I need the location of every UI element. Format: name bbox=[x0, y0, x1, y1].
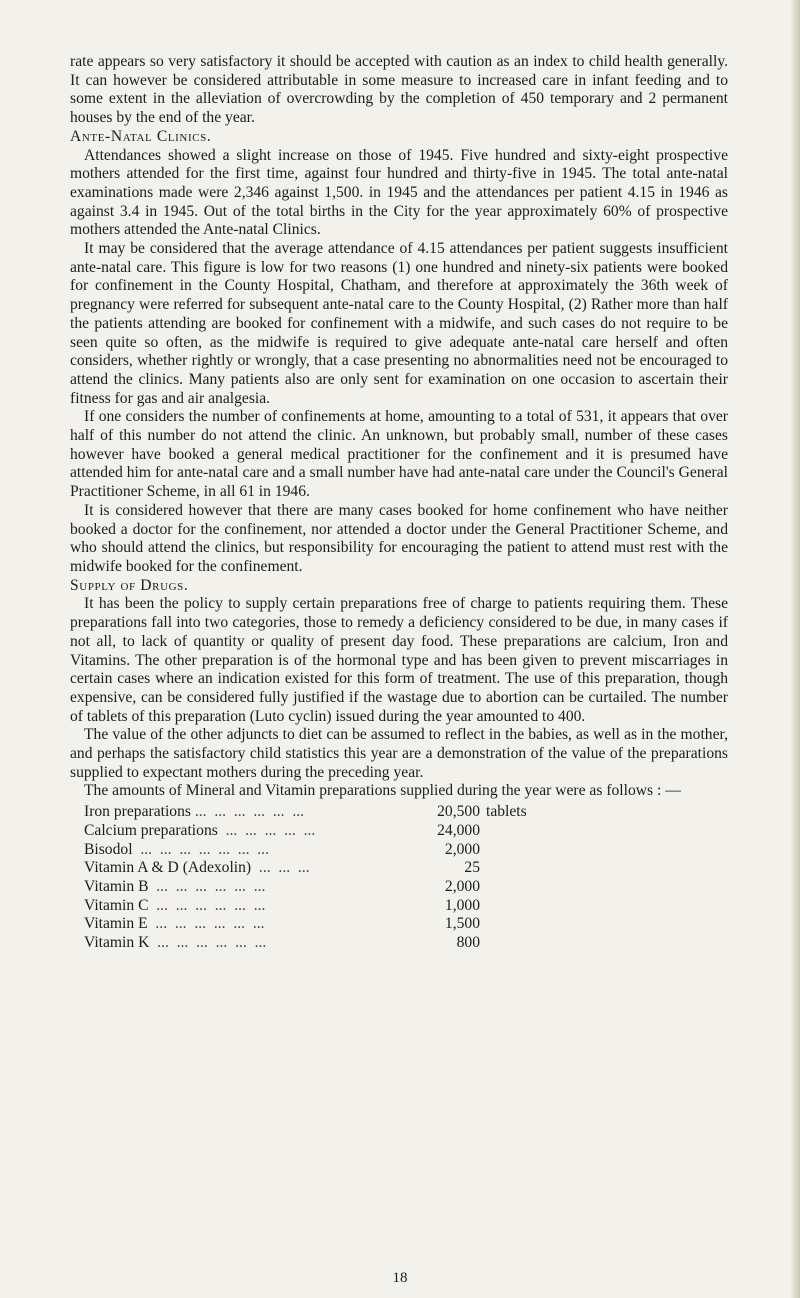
supply-name: Vitamin K bbox=[84, 934, 150, 952]
supply-qty: 1,000 bbox=[444, 896, 480, 914]
supplies-table bbox=[84, 803, 527, 953]
supply-qty: 800 bbox=[456, 934, 480, 952]
supply-unit bbox=[480, 841, 527, 860]
supply-qty: 2,000 bbox=[444, 840, 480, 858]
paragraph-amounts: The amounts of Mineral and Vitamin preparations supplied during the year were as follows : — bbox=[84, 782, 681, 800]
leader-dots: ... ... ... ... ... ... ... bbox=[132, 840, 269, 858]
table-row bbox=[84, 803, 527, 822]
supply-unit bbox=[480, 897, 527, 916]
supply-qty: 25 bbox=[464, 859, 480, 877]
paragraph-average-attendance: It may be considered that the average attendance of 4.15 attendances per patient suggests insufficient ante-natal care. This figure is low for two reasons (1) one hundred and ninety-six patients were booked for confinement in the County Hospital, Chatham, and therefore at approximately the 36th week of pregnancy were referred for subsequent ante-natal care to the County Hospital, (2) Rather more than half the patients attending are booked for confinement with a midwife, and such cases do not require to be seen quite so often, as the midwife is required to give adequate ante-natal care herself and often considers, whether rightly or wrongly, that a case presenting no abnormalities need not be encouraged to attend the clinics. Many patients also are only sent for examination on one occasion to ascertain their fitness for gas and air analgesia. bbox=[70, 240, 728, 407]
supply-unit bbox=[480, 859, 527, 878]
supply-name: Vitamin A & D (Adexolin) bbox=[84, 859, 252, 877]
supply-unit bbox=[480, 822, 527, 841]
paragraph-intro: rate appears so very satisfactory it should be accepted with caution as an index to child health generally. It can however be considered attributable in some measure to increased care in infant feeding and to some extent in the alleviation of overcrowding by the completion of 450 temporary and 2 permanent houses by the end of the year. bbox=[70, 53, 728, 127]
paragraph-adjuncts: The value of the other adjuncts to diet can be assumed to reflect in the babies, as well as in the mother, and perhaps the satisfactory child statistics this year are a demonstration of the value of the preparations supplied to expectant mothers during the preceding year. bbox=[70, 726, 728, 781]
table-row bbox=[84, 859, 527, 878]
leader-dots: ... ... ... ... ... ... bbox=[148, 896, 266, 914]
table-row bbox=[84, 897, 527, 916]
table-row bbox=[84, 841, 527, 860]
supply-unit bbox=[480, 934, 527, 953]
supply-name: Calcium preparations bbox=[84, 821, 218, 839]
supply-qty: 20,500 bbox=[437, 803, 480, 821]
paragraph-policy: It has been the policy to supply certain preparations free of charge to patients requiring them. These preparations fall into two categories, those to remedy a deficiency considered to be due, in many cases if not all, to lack of quantity or quality of present day food. These preparations are calcium, Iron and Vitamins. The other preparation is of the hormonal type and has been given to prevent miscarriages in certain cases where an indication existed for this form of treatment. The use of this preparation, though expensive, can be considered fully justified if the wastage due to abortion can be curtailed. The number of tablets of this preparation (Luto cyclin) issued during the year amounted to 400. bbox=[70, 595, 728, 725]
leader-dots: ... ... ... ... ... bbox=[217, 821, 316, 839]
table-row bbox=[84, 915, 527, 934]
supply-unit: tablets bbox=[486, 803, 527, 821]
heading-supply-of-drugs: Supply of Drugs. bbox=[70, 576, 189, 594]
paragraph-responsibility: It is considered however that there are many cases booked for home confinement who have neither booked a doctor for the confinement, nor attended a doctor under the General Practitioner Scheme, and who should attend the clinics, but responsibility for encouraging the patient to attend must rest with the midwife booked for the confinement. bbox=[70, 501, 728, 575]
leader-dots: ... ... ... ... ... ... bbox=[147, 915, 265, 933]
heading-ante-natal-clinics: Ante-Natal Clinics. bbox=[70, 127, 212, 145]
supply-name: Vitamin C bbox=[84, 896, 149, 914]
document-page bbox=[70, 53, 728, 953]
supply-name: Vitamin B bbox=[84, 877, 149, 895]
page-number: 18 bbox=[392, 1270, 408, 1286]
supply-unit bbox=[480, 878, 527, 897]
paragraph-home-confinements: If one considers the number of confinements at home, amounting to a total of 531, it appears that over half of this number do not attend the clinic. An unknown, but probably small, number of these cases however have booked a general medical practitioner for the confinement and it is presumed have attended him for ante-natal care and a small number have had ante-natal care under the Council's General Practitioner Scheme, in all 61 in 1946. bbox=[70, 408, 728, 501]
table-row bbox=[84, 934, 527, 953]
leader-dots: ... ... ... ... ... ... bbox=[190, 803, 305, 821]
leader-dots: ... ... ... bbox=[251, 859, 310, 877]
paragraph-attendances: Attendances showed a slight increase on those of 1945. Five hundred and sixty-eight prospective mothers attended for the first time, against four hundred and thirty-five in 1945. The total ante-natal examinations made were 2,346 against 1,500. in 1945 and the attendances per patient 4.15 in 1946 as against 3.4 in 1945. Out of the total births in the City for the year approximately 60% of prospective mothers attended the Ante-natal Clinics. bbox=[70, 146, 728, 239]
leader-dots: ... ... ... ... ... ... bbox=[149, 934, 267, 952]
table-row bbox=[84, 822, 527, 841]
supply-name: Bisodol bbox=[84, 840, 133, 858]
page-edge-shadow bbox=[790, 0, 800, 1298]
supply-unit bbox=[480, 915, 527, 934]
supply-qty: 24,000 bbox=[437, 821, 480, 839]
table-row bbox=[84, 878, 527, 897]
leader-dots: ... ... ... ... ... ... bbox=[148, 877, 266, 895]
supply-name: Vitamin E bbox=[84, 915, 148, 933]
supply-qty: 2,000 bbox=[444, 877, 480, 895]
supply-qty: 1,500 bbox=[444, 915, 480, 933]
supply-name: Iron preparations bbox=[84, 803, 191, 821]
